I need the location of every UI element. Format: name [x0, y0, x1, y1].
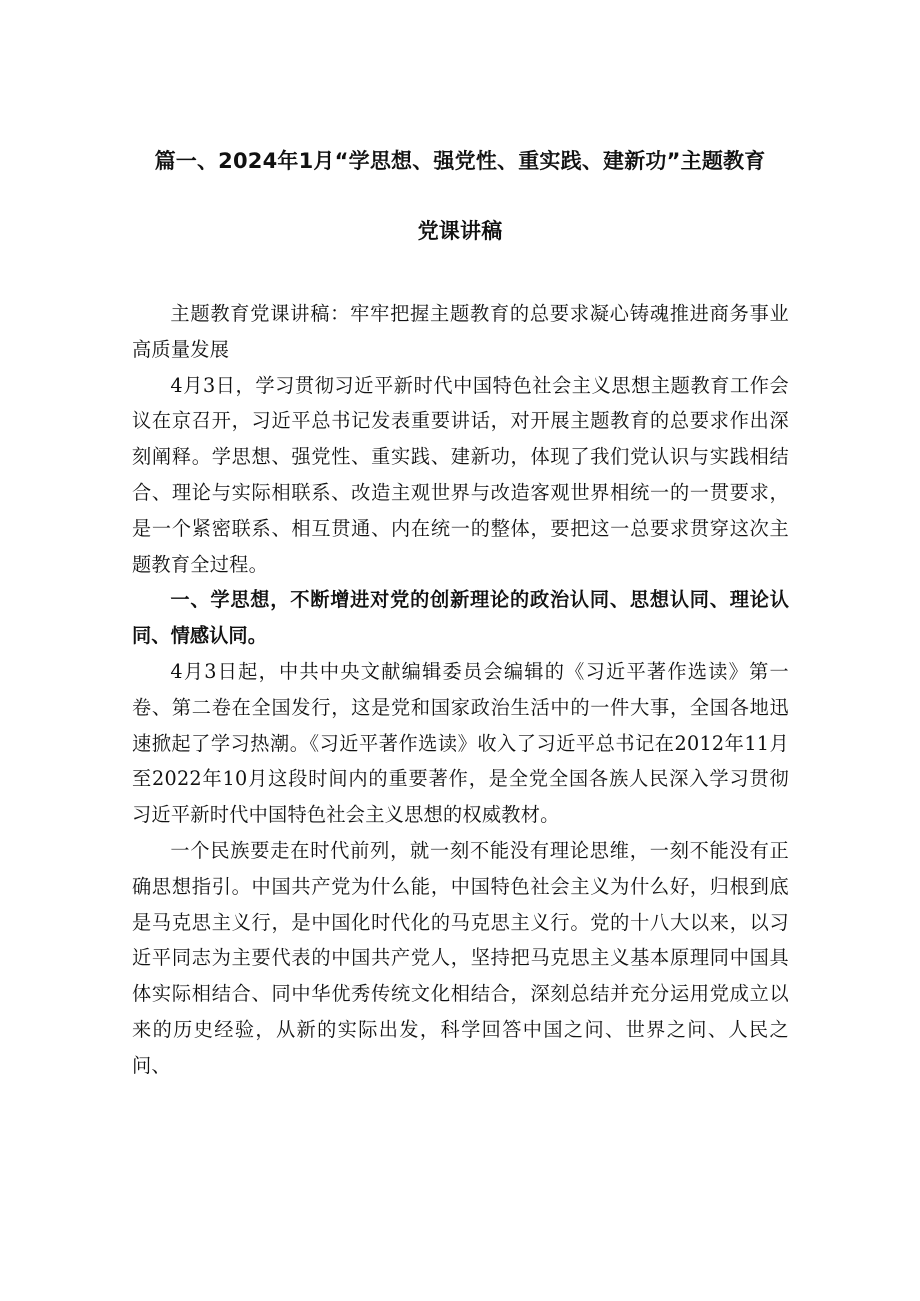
document-body [132, 296, 789, 1084]
subtitle-paragraph: 主题教育党课讲稿：牢牢把握主题教育的总要求凝心铸魂推进商务事业高质量发展 [132, 302, 789, 361]
body-paragraph: 一个民族要走在时代前列，就一刻不能没有理论思维，一刻不能没有正确思想指引。中国共产党为什么能，中国特色社会主义为什么好，归根到底是马克思主义行，是中国化时代化的马克思主义行。党的十八大以来，以习近平同志为主要代表的中国共产党人，坚持把马克思主义基本原理同中国具体实际相结合、同中华优秀传统文化相结合，深刻总结并充分运用党成立以来的历史经验，从新的实际出发，科学回答中国之问、世界之问、人民之问、 [132, 838, 789, 1077]
document-title [110, 126, 810, 266]
body-paragraph: 4月3日，学习贯彻习近平新时代中国特色社会主义思想主题教育工作会议在京召开，习近平总书记发表重要讲话，对开展主题教育的总要求作出深刻阐释。学思想、强党性、重实践、建新功，体现了我们党认识与实践相结合、理论与实际相联系、改造主观世界与改造客观世界相统一的一贯要求，是一个紧密联系、相互贯通、内在统一的整体，要把这一总要求贯穿这次主题教育全过程。 [132, 373, 789, 576]
body-paragraph: 4月3日起，中共中央文献编辑委员会编辑的《习近平著作选读》第一卷、第二卷在全国发行，这是党和国家政治生活中的一件大事，全国各地迅速掀起了学习热潮。《习近平著作选读》收入了习近平总书记在2012年11月至2022年10月这段时间内的重要著作，是全党全国各族人民深入学习贯彻习近平新时代中国特色社会主义思想的权威教材。 [132, 659, 789, 827]
title-line-2: 党课讲稿 [417, 219, 503, 243]
section-heading: 一、学思想，不断增进对党的创新理论的政治认同、思想认同、理论认同、情感认同。 [132, 588, 789, 648]
title-line-1: 篇一、2024年1月“学思想、强党性、重实践、建新功”主题教育 [154, 149, 766, 173]
